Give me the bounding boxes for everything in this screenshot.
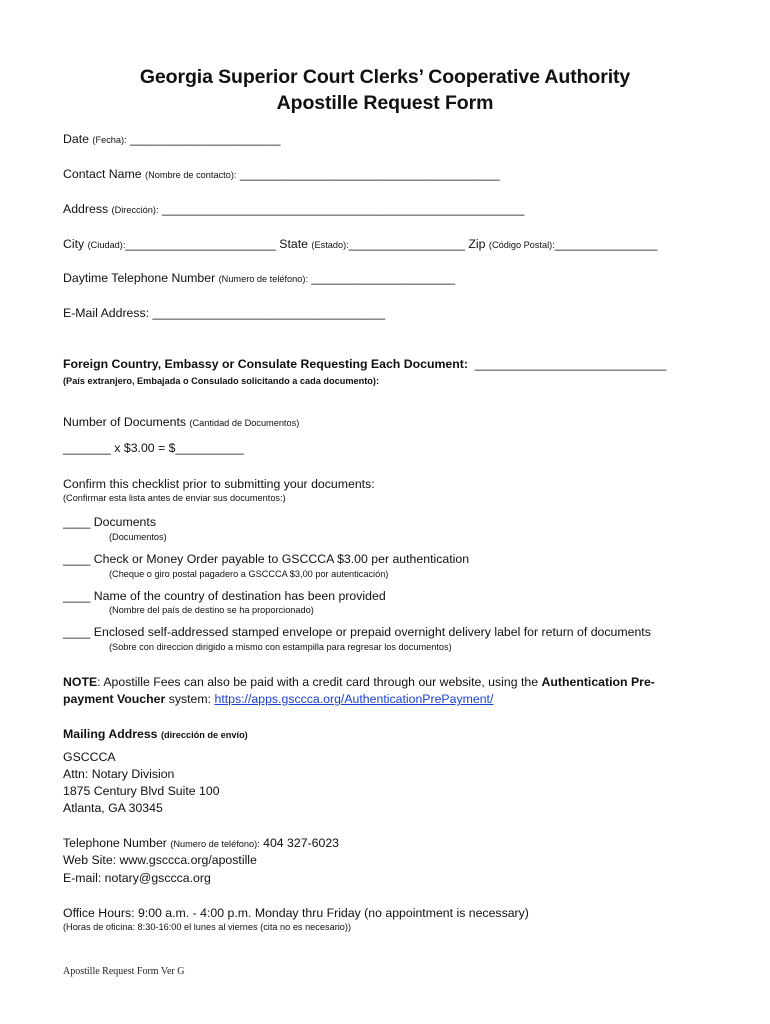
city-label: City	[63, 237, 85, 251]
email-blank[interactable]: __________________________________	[149, 306, 386, 320]
foreign-country-label: Foreign Country, Embassy or Consulate Requesting Each Document:	[63, 357, 468, 371]
telephone-value: 404 327-6023	[259, 836, 340, 850]
checklist-intro: Confirm this checklist prior to submitting your documents:	[63, 477, 375, 491]
checklist-item-destination-es: (Nombre del país de destino se ha proporcionado)	[109, 605, 314, 615]
note-label: NOTE	[63, 675, 98, 689]
contact-email: E-mail: notary@gsccca.org	[63, 871, 211, 885]
mailing-line: Atlanta, GA 30345	[63, 801, 163, 815]
state-blank[interactable]: _________________	[348, 237, 469, 251]
foreign-country-blank[interactable]: ____________________________	[467, 357, 667, 371]
zip-blank[interactable]: _______________	[554, 237, 658, 251]
address-field[interactable]	[63, 202, 524, 216]
mailing-line: GSCCCA	[63, 750, 116, 764]
note-line1	[63, 675, 655, 689]
form-title-line1: Georgia Superior Court Clerks’ Cooperative Authority	[139, 66, 631, 88]
mailing-address-heading	[63, 727, 248, 741]
mailing-address-label-es: (dirección de envío)	[160, 730, 248, 740]
telephone-label: Telephone Number	[63, 836, 167, 850]
number-of-documents	[63, 415, 299, 429]
mailing-line: Attn: Notary Division	[63, 767, 175, 781]
daytime-phone-label: Daytime Telephone Number	[63, 271, 216, 285]
foreign-country-field[interactable]	[63, 357, 666, 371]
documents-fee-calc[interactable]: _______ x $3.00 = $__________	[63, 441, 244, 455]
checklist-item-destination[interactable]: ____ Name of the country of destination has been provided	[63, 589, 386, 603]
checklist-intro-es: (Confirmar esta lista antes de enviar sus documentos:)	[63, 493, 286, 503]
office-hours-es: (Horas de oficina: 8:30-16:00 el lunes al viernes (cita no es necesario))	[63, 922, 352, 932]
date-label: Date	[63, 132, 89, 146]
telephone-number	[63, 836, 339, 850]
date-field[interactable]	[63, 132, 281, 146]
checklist-item-documents[interactable]: ____ Documents	[63, 515, 156, 529]
state-label: State	[279, 237, 308, 251]
foreign-country-label-es: (País extranjero, Embajada o Consulado solicitando a cada documento):	[63, 376, 380, 386]
city-blank[interactable]: ______________________	[125, 237, 280, 251]
checklist-item-payment-es: (Cheque o giro postal pagadero a GSCCCA $3,00 por autenticación)	[109, 569, 389, 579]
checklist-item-documents-es: (Documentos)	[109, 532, 167, 542]
prepayment-link[interactable]: https://apps.gsccca.org/AuthenticationPrePayment/	[214, 692, 494, 706]
checklist-item-payment[interactable]: ____ Check or Money Order payable to GSCCCA $3.00 per authentication	[63, 552, 470, 566]
website: Web Site: www.gsccca.org/apostille	[63, 853, 257, 867]
contact-name-field[interactable]	[63, 167, 500, 181]
telephone-label-es: (Numero de teléfono):	[170, 839, 260, 849]
daytime-phone-label-es: (Numero de teléfono):	[218, 274, 308, 284]
state-label-es: (Estado):	[311, 240, 349, 250]
contact-name-blank[interactable]: ______________________________________	[236, 167, 500, 181]
checklist-item-envelope-es: (Sobre con direccion dirigido a mismo con estampilla para regresar los documentos)	[109, 642, 452, 652]
email-field[interactable]	[63, 306, 385, 320]
zip-label: Zip	[468, 237, 486, 251]
mailing-line: 1875 Century Blvd Suite 100	[63, 784, 220, 798]
zip-label-es: (Código Postal):	[488, 240, 555, 250]
daytime-phone-field[interactable]	[63, 271, 455, 285]
note-line2	[63, 692, 493, 706]
footer-version: Apostille Request Form Ver G	[63, 966, 185, 977]
email-label: E-Mail Address:	[63, 306, 150, 320]
city-state-zip-row	[63, 237, 657, 251]
checklist-item-envelope[interactable]: ____ Enclosed self-addressed stamped envelope or prepaid overnight delivery label for return of documents	[63, 625, 651, 639]
note-voucher-name-cont: payment Voucher	[63, 692, 166, 706]
address-blank[interactable]: _____________________________________________________	[158, 202, 525, 216]
office-hours: Office Hours: 9:00 a.m. - 4:00 p.m. Monday thru Friday (no appointment is necessary)	[63, 906, 529, 920]
city-label-es: (Ciudad):	[87, 240, 126, 250]
daytime-phone-blank[interactable]: _____________________	[308, 271, 456, 285]
contact-name-label: Contact Name	[63, 167, 142, 181]
note-voucher-name: Authentication Pre-	[541, 675, 655, 689]
number-of-documents-label: Number of Documents	[63, 415, 187, 429]
number-of-documents-label-es: (Cantidad de Documentos)	[189, 418, 300, 428]
mailing-address-label: Mailing Address	[63, 727, 158, 741]
address-label: Address	[63, 202, 109, 216]
date-blank[interactable]: ______________________	[126, 132, 281, 146]
address-label-es: (Dirección):	[111, 205, 159, 215]
contact-name-label-es: (Nombre de contacto):	[145, 170, 237, 180]
form-title-line2: Apostille Request Form	[276, 92, 494, 114]
date-label-es: (Fecha):	[92, 135, 127, 145]
note-system-text: system:	[165, 692, 215, 706]
note-text: : Apostille Fees can also be paid with a credit card through our website, using the	[97, 675, 542, 689]
